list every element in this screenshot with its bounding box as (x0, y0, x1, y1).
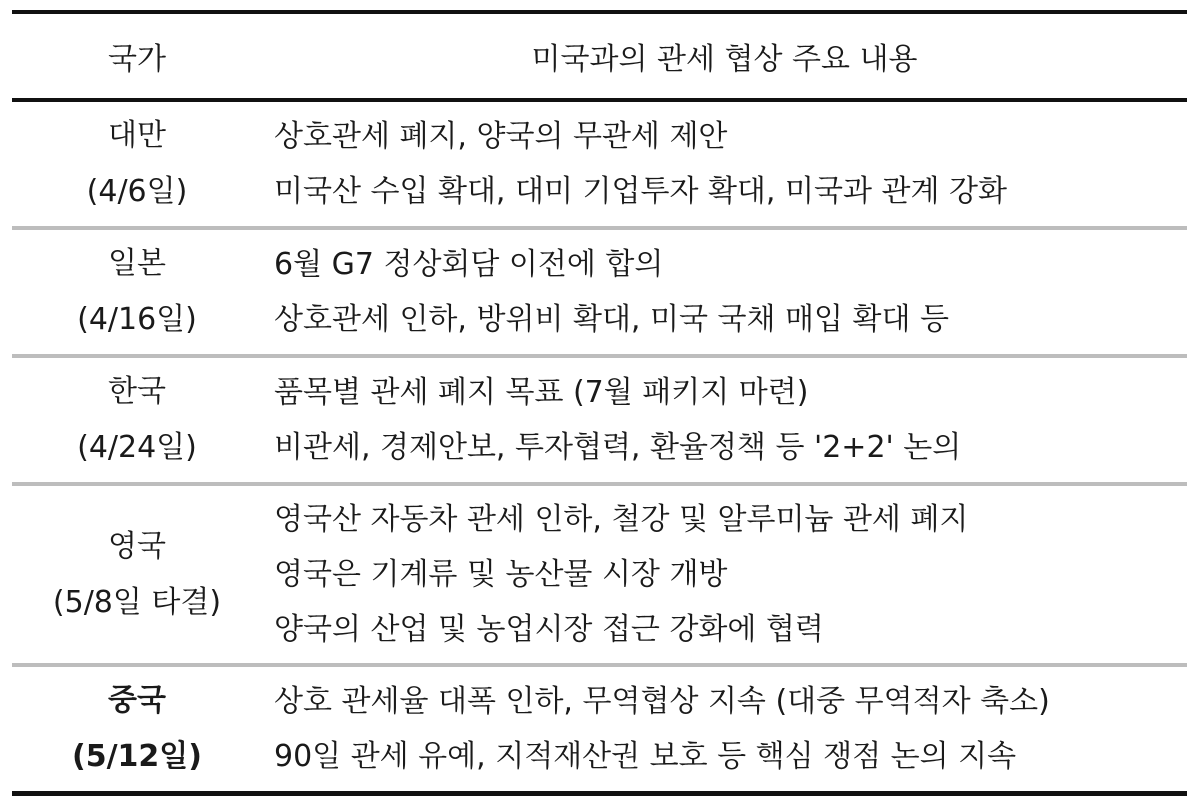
country-name: 대만 (108, 118, 166, 153)
country-cell (12, 519, 262, 631)
header-content: 미국과의 관세 협상 주요 내용 (531, 42, 918, 77)
table-row (12, 486, 1187, 663)
country-cell (12, 236, 262, 348)
table-row (12, 102, 1187, 226)
country-name: 영국 (108, 528, 166, 564)
content-line: 미국산 수입 확대, 대미 기업투자 확대, 미국과 관계 강화 (274, 174, 1007, 209)
table-row (12, 358, 1187, 482)
content-line: 상호 관세율 대폭 인하, 무역협상 지속 (대중 무역적자 축소) (274, 684, 1050, 719)
content-cell (262, 492, 1187, 657)
content-line: 품목별 관세 폐지 목표 (7월 패키지 마련) (274, 375, 809, 410)
content-cell (262, 674, 1187, 784)
header-country: 국가 (108, 42, 166, 77)
table-bottom-rule (12, 791, 1187, 796)
content-cell (262, 237, 1187, 347)
content-line: 6월 G7 정상회담 이전에 합의 (274, 247, 664, 282)
tariff-negotiation-table (12, 10, 1187, 796)
country-name: 한국 (108, 374, 166, 409)
content-line: 영국은 기계류 및 농산물 시장 개방 (274, 557, 728, 592)
table-row (12, 667, 1187, 791)
content-line: 영국산 자동차 관세 인하, 철강 및 알루미늄 관세 폐지 (274, 502, 969, 537)
content-line: 상호관세 폐지, 양국의 무관세 제안 (274, 119, 728, 154)
country-name: 일본 (108, 246, 166, 281)
table-header (12, 14, 1187, 98)
country-cell (12, 364, 262, 476)
country-cell (12, 108, 262, 220)
country-date: (5/12일) (72, 739, 202, 774)
content-cell (262, 365, 1187, 475)
content-line: 90일 관세 유예, 지적재산권 보호 등 핵심 쟁점 논의 지속 (274, 739, 1017, 774)
country-date: (4/16일) (77, 302, 197, 337)
table-row (12, 230, 1187, 354)
country-date: (4/24일) (77, 430, 197, 465)
content-line: 비관세, 경제안보, 투자협력, 환율정책 등 '2+2' 논의 (274, 430, 962, 465)
content-cell (262, 109, 1187, 219)
content-line: 상호관세 인하, 방위비 확대, 미국 국채 매입 확대 등 (274, 302, 949, 337)
country-cell (12, 673, 262, 785)
content-line: 양국의 산업 및 농업시장 접근 강화에 협력 (274, 612, 824, 647)
country-date: (4/6일) (86, 174, 188, 209)
country-date: (5/8일 타결) (52, 584, 222, 620)
country-name: 중국 (108, 683, 166, 718)
